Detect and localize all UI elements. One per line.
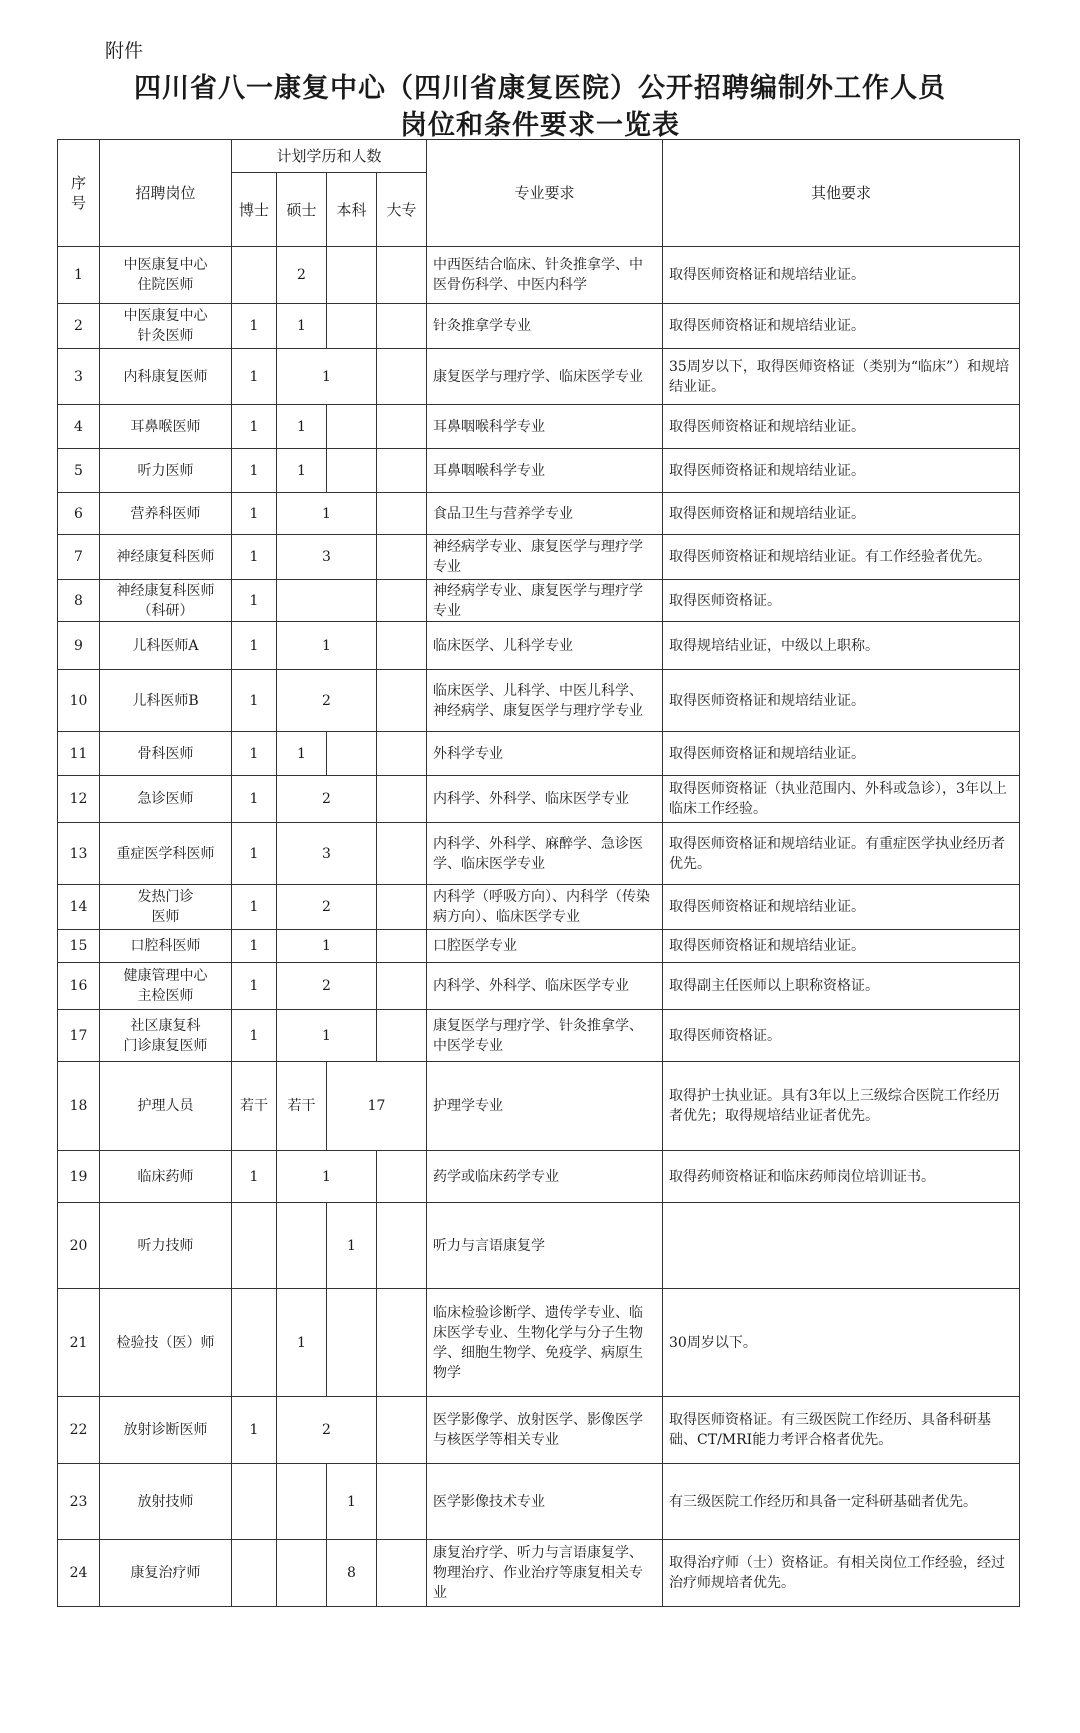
row-other-requirement: 取得医师资格证（执业范围内、外科或急诊），3年以上临床工作经验。 (663, 776, 1020, 823)
table-row (58, 1397, 1020, 1464)
table-row (58, 930, 1020, 963)
row-master-count: 若干 (277, 1062, 327, 1151)
row-major-requirement: 药学或临床药学专业 (427, 1151, 663, 1203)
row-bachelor-count (327, 449, 377, 493)
row-college-count (377, 493, 427, 535)
row-position: 发热门诊 医师 (100, 885, 232, 930)
header-plan: 计划学历和人数 (232, 140, 427, 173)
row-seq: 22 (58, 1397, 100, 1464)
row-master-bachelor-count: 1 (277, 493, 377, 535)
row-master-bachelor-count: 2 (277, 885, 377, 930)
row-position: 儿科医师A (100, 622, 232, 670)
row-college-count (377, 1010, 427, 1062)
row-seq: 21 (58, 1289, 100, 1397)
row-position: 儿科医师B (100, 670, 232, 732)
row-bachelor-count (327, 405, 377, 449)
row-seq: 6 (58, 493, 100, 535)
header-phd: 博士 (232, 173, 277, 247)
row-seq: 23 (58, 1464, 100, 1540)
table-row (58, 1151, 1020, 1203)
row-master-count: 1 (277, 449, 327, 493)
row-master-bachelor-count: 2 (277, 670, 377, 732)
row-seq: 2 (58, 304, 100, 349)
row-phd-count: 1 (232, 670, 277, 732)
row-seq: 15 (58, 930, 100, 963)
row-college-count (377, 1540, 427, 1607)
row-seq: 17 (58, 1010, 100, 1062)
table-row (58, 1062, 1020, 1151)
row-phd-count (232, 247, 277, 304)
table-row (58, 823, 1020, 885)
row-position: 临床药师 (100, 1151, 232, 1203)
row-major-requirement: 内科学、外科学、临床医学专业 (427, 776, 663, 823)
row-phd-count: 1 (232, 1151, 277, 1203)
row-master-bachelor-count: 1 (277, 930, 377, 963)
row-college-count (377, 1397, 427, 1464)
row-other-requirement: 取得护士执业证。具有3年以上三级综合医院工作经历者优先；取得规培结业证者优先。 (663, 1062, 1020, 1151)
row-major-requirement: 护理学专业 (427, 1062, 663, 1151)
row-college-count (377, 247, 427, 304)
row-master-bachelor-count (277, 580, 377, 622)
row-position: 社区康复科 门诊康复医师 (100, 1010, 232, 1062)
row-phd-count: 1 (232, 776, 277, 823)
table-row (58, 493, 1020, 535)
row-position: 放射技师 (100, 1464, 232, 1540)
row-master-bachelor-count: 1 (277, 622, 377, 670)
row-other-requirement: 取得医师资格证和规培结业证。有重症医学执业经历者优先。 (663, 823, 1020, 885)
row-position: 耳鼻喉医师 (100, 405, 232, 449)
row-other-requirement: 30周岁以下。 (663, 1289, 1020, 1397)
row-phd-count: 1 (232, 535, 277, 580)
header-other: 其他要求 (663, 140, 1020, 247)
row-position: 神经康复科医师 （科研） (100, 580, 232, 622)
row-major-requirement: 医学影像学、放射医学、影像医学与核医学等相关专业 (427, 1397, 663, 1464)
row-major-requirement: 医学影像技术专业 (427, 1464, 663, 1540)
row-bachelor-count: 1 (327, 1464, 377, 1540)
document-title-line2: 岗位和条件要求一览表 (400, 110, 680, 141)
row-phd-count: 1 (232, 885, 277, 930)
row-college-count (377, 405, 427, 449)
row-major-requirement: 康复医学与理疗学、临床医学专业 (427, 349, 663, 405)
row-master-bachelor-count: 1 (277, 349, 377, 405)
attachment-label: 附件 (105, 40, 144, 62)
row-master-bachelor-count: 2 (277, 963, 377, 1010)
row-bachelor-count (327, 732, 377, 776)
table-row (58, 1289, 1020, 1397)
row-college-count (377, 449, 427, 493)
row-major-requirement: 内科学（呼吸方向）、内科学（传染病方向）、临床医学专业 (427, 885, 663, 930)
row-phd-count (232, 1464, 277, 1540)
row-other-requirement: 取得医师资格证和规培结业证。 (663, 304, 1020, 349)
row-position: 检验技（医）师 (100, 1289, 232, 1397)
row-major-requirement: 口腔医学专业 (427, 930, 663, 963)
row-major-requirement: 临床医学、儿科学、中医儿科学、神经病学、康复医学与理疗学专业 (427, 670, 663, 732)
row-major-requirement: 临床检验诊断学、遗传学专业、临床医学专业、生物化学与分子生物学、细胞生物学、免疫学、病原生物学 (427, 1289, 663, 1397)
row-college-count (377, 963, 427, 1010)
header-position: 招聘岗位 (100, 140, 232, 247)
row-other-requirement: 取得医师资格证和规培结业证。 (663, 732, 1020, 776)
document-title-line1: 四川省八一康复中心（四川省康复医院）公开招聘编制外工作人员 (134, 73, 946, 104)
row-master-count: 1 (277, 304, 327, 349)
row-master-count: 1 (277, 405, 327, 449)
row-master-count (277, 1203, 327, 1289)
row-major-requirement: 内科学、外科学、临床医学专业 (427, 963, 663, 1010)
row-other-requirement: 取得药师资格证和临床药师岗位培训证书。 (663, 1151, 1020, 1203)
row-other-requirement: 取得医师资格证和规培结业证。 (663, 247, 1020, 304)
row-major-requirement: 中西医结合临床、针灸推拿学、中医骨伤科学、中医内科学 (427, 247, 663, 304)
row-college-count (377, 349, 427, 405)
row-phd-count: 1 (232, 493, 277, 535)
row-position: 放射诊断医师 (100, 1397, 232, 1464)
table-row (58, 732, 1020, 776)
row-major-requirement: 临床医学、儿科学专业 (427, 622, 663, 670)
table-row (58, 247, 1020, 304)
row-college-count (377, 1289, 427, 1397)
row-bachelor-count (327, 304, 377, 349)
row-seq: 12 (58, 776, 100, 823)
row-major-requirement: 康复医学与理疗学、针灸推拿学、中医学专业 (427, 1010, 663, 1062)
row-college-count (377, 580, 427, 622)
row-other-requirement: 35周岁以下，取得医师资格证（类别为“临床”）和规培结业证。 (663, 349, 1020, 405)
row-master-count: 1 (277, 732, 327, 776)
row-seq: 4 (58, 405, 100, 449)
row-seq: 13 (58, 823, 100, 885)
row-other-requirement: 取得医师资格证。 (663, 580, 1020, 622)
row-position: 中医康复中心 住院医师 (100, 247, 232, 304)
row-other-requirement: 取得医师资格证和规培结业证。 (663, 449, 1020, 493)
header-college: 大专 (377, 173, 427, 247)
row-seq: 3 (58, 349, 100, 405)
row-master-count (277, 1464, 327, 1540)
row-phd-count: 1 (232, 580, 277, 622)
row-other-requirement: 取得医师资格证和规培结业证。 (663, 885, 1020, 930)
row-position: 内科康复医师 (100, 349, 232, 405)
row-college-count (377, 823, 427, 885)
row-other-requirement (663, 1203, 1020, 1289)
row-major-requirement: 神经病学专业、康复医学与理疗学专业 (427, 535, 663, 580)
row-other-requirement: 取得医师资格证。 (663, 1010, 1020, 1062)
row-position: 营养科医师 (100, 493, 232, 535)
row-other-requirement: 取得医师资格证。有三级医院工作经历、具备科研基础、CT/MRI能力考评合格者优先。 (663, 1397, 1020, 1464)
row-seq: 20 (58, 1203, 100, 1289)
table-row (58, 449, 1020, 493)
row-master-bachelor-count: 1 (277, 1151, 377, 1203)
table-row (58, 622, 1020, 670)
row-seq: 10 (58, 670, 100, 732)
row-bachelor-count (327, 1289, 377, 1397)
row-seq: 19 (58, 1151, 100, 1203)
row-phd-count: 1 (232, 1397, 277, 1464)
row-position: 口腔科医师 (100, 930, 232, 963)
row-major-requirement: 神经病学专业、康复医学与理疗学专业 (427, 580, 663, 622)
row-position: 护理人员 (100, 1062, 232, 1151)
row-other-requirement: 有三级医院工作经历和具备一定科研基础者优先。 (663, 1464, 1020, 1540)
row-college-count (377, 670, 427, 732)
row-seq: 5 (58, 449, 100, 493)
row-seq: 16 (58, 963, 100, 1010)
row-seq: 11 (58, 732, 100, 776)
row-major-requirement: 内科学、外科学、麻醉学、急诊医学、临床医学专业 (427, 823, 663, 885)
row-other-requirement: 取得副主任医师以上职称资格证。 (663, 963, 1020, 1010)
row-other-requirement: 取得医师资格证和规培结业证。有工作经验者优先。 (663, 535, 1020, 580)
row-major-requirement: 食品卫生与营养学专业 (427, 493, 663, 535)
row-phd-count (232, 1203, 277, 1289)
table-row (58, 535, 1020, 580)
row-other-requirement: 取得规培结业证，中级以上职称。 (663, 622, 1020, 670)
row-position: 听力技师 (100, 1203, 232, 1289)
row-other-requirement: 取得医师资格证和规培结业证。 (663, 493, 1020, 535)
row-major-requirement: 针灸推拿学专业 (427, 304, 663, 349)
row-college-count (377, 622, 427, 670)
row-position: 健康管理中心 主检医师 (100, 963, 232, 1010)
table-row (58, 1540, 1020, 1607)
row-phd-count: 1 (232, 732, 277, 776)
table-row (58, 405, 1020, 449)
row-phd-count: 若干 (232, 1062, 277, 1151)
row-seq: 18 (58, 1062, 100, 1151)
row-position: 听力医师 (100, 449, 232, 493)
row-position: 重症医学科医师 (100, 823, 232, 885)
row-major-requirement: 耳鼻咽喉科学专业 (427, 405, 663, 449)
row-master-bachelor-count: 2 (277, 776, 377, 823)
row-college-count (377, 535, 427, 580)
row-other-requirement: 取得医师资格证和规培结业证。 (663, 670, 1020, 732)
row-phd-count: 1 (232, 622, 277, 670)
table-row (58, 304, 1020, 349)
row-seq: 7 (58, 535, 100, 580)
row-position: 急诊医师 (100, 776, 232, 823)
row-master-bachelor-count: 3 (277, 535, 377, 580)
header-seq: 序号 (58, 140, 100, 247)
row-bachelor-count (327, 247, 377, 304)
row-college-count (377, 776, 427, 823)
row-seq: 8 (58, 580, 100, 622)
row-bachelor-count: 1 (327, 1203, 377, 1289)
row-major-requirement: 康复治疗学、听力与言语康复学、物理治疗、作业治疗等康复相关专业 (427, 1540, 663, 1607)
row-college-count (377, 930, 427, 963)
row-bachelor-count: 8 (327, 1540, 377, 1607)
row-phd-count: 1 (232, 449, 277, 493)
row-phd-count: 1 (232, 963, 277, 1010)
row-seq: 9 (58, 622, 100, 670)
row-phd-count (232, 1540, 277, 1607)
row-phd-count: 1 (232, 349, 277, 405)
table-row (58, 349, 1020, 405)
row-other-requirement: 取得治疗师（士）资格证。有相关岗位工作经验，经过治疗师规培者优先。 (663, 1540, 1020, 1607)
header-bachelor: 本科 (327, 173, 377, 247)
row-major-requirement: 耳鼻咽喉科学专业 (427, 449, 663, 493)
row-master-bachelor-count: 2 (277, 1397, 377, 1464)
table-row (58, 963, 1020, 1010)
row-bachelor-college-count: 17 (327, 1062, 427, 1151)
row-phd-count: 1 (232, 930, 277, 963)
row-position: 康复治疗师 (100, 1540, 232, 1607)
row-master-count (277, 1540, 327, 1607)
table-row (58, 580, 1020, 622)
header-master: 硕士 (277, 173, 327, 247)
table-row (58, 1010, 1020, 1062)
row-phd-count: 1 (232, 304, 277, 349)
row-seq: 24 (58, 1540, 100, 1607)
row-phd-count: 1 (232, 823, 277, 885)
row-major-requirement: 听力与言语康复学 (427, 1203, 663, 1289)
row-other-requirement: 取得医师资格证和规培结业证。 (663, 405, 1020, 449)
row-other-requirement: 取得医师资格证和规培结业证。 (663, 930, 1020, 963)
row-seq: 1 (58, 247, 100, 304)
row-college-count (377, 732, 427, 776)
table-row (58, 1464, 1020, 1540)
recruitment-table (57, 139, 1020, 1607)
row-master-bachelor-count: 3 (277, 823, 377, 885)
header-major: 专业要求 (427, 140, 663, 247)
row-college-count (377, 885, 427, 930)
row-major-requirement: 外科学专业 (427, 732, 663, 776)
row-seq: 14 (58, 885, 100, 930)
table-row (58, 670, 1020, 732)
row-master-count: 2 (277, 247, 327, 304)
row-master-count: 1 (277, 1289, 327, 1397)
row-phd-count: 1 (232, 405, 277, 449)
row-master-bachelor-count: 1 (277, 1010, 377, 1062)
table-row (58, 1203, 1020, 1289)
row-college-count (377, 1464, 427, 1540)
table-row (58, 776, 1020, 823)
row-college-count (377, 1151, 427, 1203)
table-row (58, 885, 1020, 930)
row-college-count (377, 304, 427, 349)
row-phd-count: 1 (232, 1010, 277, 1062)
row-position: 中医康复中心 针灸医师 (100, 304, 232, 349)
row-phd-count (232, 1289, 277, 1397)
row-college-count (377, 1203, 427, 1289)
row-position: 神经康复科医师 (100, 535, 232, 580)
row-position: 骨科医师 (100, 732, 232, 776)
